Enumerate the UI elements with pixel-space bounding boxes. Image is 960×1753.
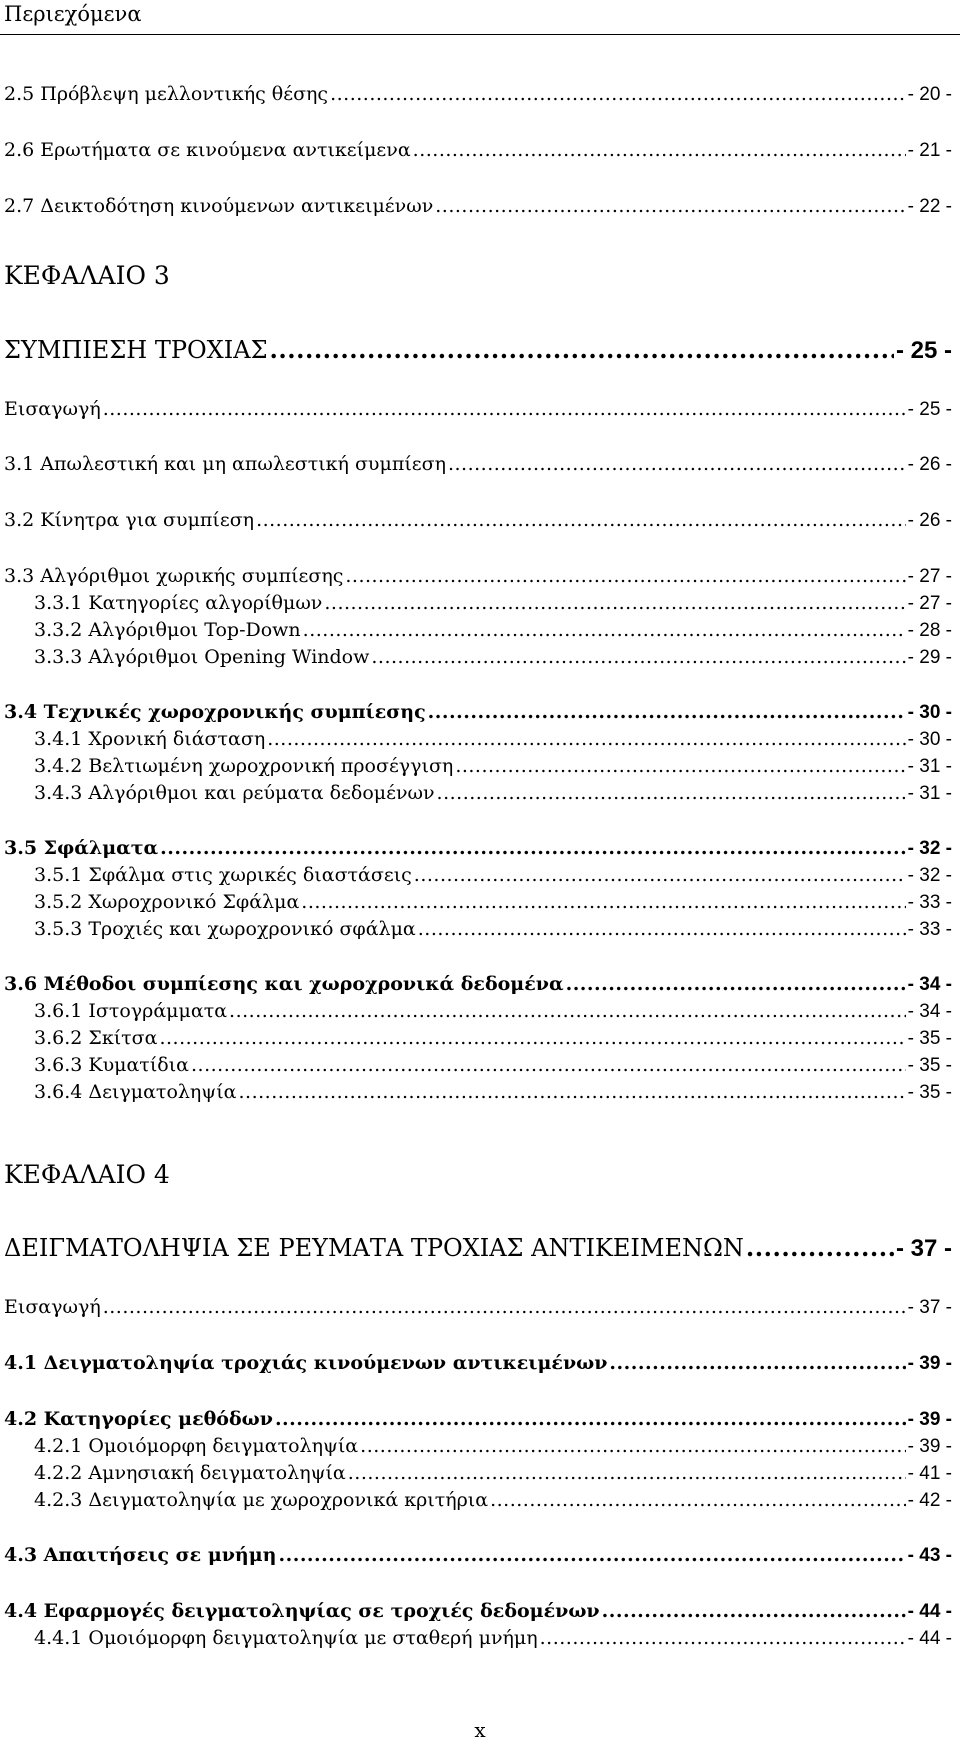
toc-leader-dots	[455, 754, 905, 778]
toc-leader-dots	[275, 1407, 906, 1431]
toc-leader-dots	[418, 917, 906, 941]
toc-entry-page: - 43 -	[907, 1545, 952, 1566]
toc-entry[interactable]	[4, 397, 952, 423]
toc-entry-title: 3.6.3 Κυματίδια	[34, 1054, 189, 1076]
toc-leader-dots	[301, 890, 905, 914]
toc-entry[interactable]	[34, 863, 952, 889]
toc-entry[interactable]	[4, 564, 952, 590]
toc-entry-title: 4.2.2 Αμνησιακή δειγματοληψία	[34, 1462, 346, 1484]
toc-entry[interactable]	[4, 82, 952, 108]
toc-entry-title: ΔΕΙΓΜΑΤΟΛΗΨΙΑ ΣΕ ΡΕΥΜΑΤΑ ΤΡΟΧΙΑΣ ΑΝΤΙΚΕΙΜΕΝΩΝ	[4, 1234, 744, 1262]
toc-entry-page: - 31 -	[907, 756, 952, 777]
toc-leader-dots	[270, 335, 894, 365]
toc-entry-title: 3.6.4 Δειγματοληψία	[34, 1081, 237, 1103]
toc-entry-page: - 26 -	[907, 510, 952, 531]
toc-entry[interactable]	[34, 999, 952, 1025]
toc-leader-dots	[303, 618, 906, 642]
toc-entry-page: - 21 -	[907, 140, 952, 161]
toc-entry[interactable]	[4, 1599, 952, 1625]
toc-entry-page: - 44 -	[907, 1628, 952, 1649]
toc-entry[interactable]	[4, 138, 952, 164]
toc-entry-title: 4.4 Εφαρμογές δειγματοληψίας σε τροχιές δεδομένων	[4, 1600, 600, 1622]
toc-leader-dots	[229, 999, 906, 1023]
toc-entry-title: Εισαγωγή	[4, 1296, 101, 1318]
toc-entry-title: 3.1 Απωλεστική και μη απωλεστική συμπίεση	[4, 453, 446, 475]
toc-entry-page: - 39 -	[907, 1353, 952, 1374]
toc-entry-title: 4.4.1 Ομοιόμορφη δειγματοληψία με σταθερή μνήμη	[34, 1627, 538, 1649]
toc-entry-page: - 37 -	[895, 1235, 952, 1262]
toc-entry-chapter-title[interactable]	[4, 1233, 952, 1265]
toc-leader-dots	[746, 1233, 894, 1263]
toc-entry-page: - 22 -	[907, 196, 952, 217]
toc-entry-title: 3.5.2 Χωροχρονικό Σφάλμα	[34, 891, 300, 913]
toc-leader-dots	[540, 1626, 906, 1650]
toc-entry[interactable]	[4, 700, 952, 726]
toc-leader-dots	[330, 82, 906, 106]
toc-entry[interactable]	[34, 645, 952, 671]
toc-leader-dots	[103, 397, 906, 421]
toc-entry[interactable]	[34, 1026, 952, 1052]
toc-entry[interactable]	[4, 972, 952, 998]
toc-entry-title: 3.4.2 Βελτιωμένη χωροχρονική προσέγγιση	[34, 755, 454, 777]
toc-entry-page: - 32 -	[907, 838, 952, 859]
toc-entry[interactable]	[34, 781, 952, 807]
toc-leader-dots	[428, 700, 906, 724]
toc-entry-page: - 29 -	[907, 647, 952, 668]
toc-entry[interactable]	[4, 1351, 952, 1377]
toc-entry[interactable]	[34, 1488, 952, 1514]
toc-entry-page: - 34 -	[907, 1001, 952, 1022]
toc-entry-title: 3.4.1 Χρονική διάσταση	[34, 728, 266, 750]
toc-entry-page: - 34 -	[907, 974, 952, 995]
toc-leader-dots	[414, 863, 906, 887]
toc-leader-dots	[103, 1295, 906, 1319]
header-rule	[0, 34, 960, 35]
toc-entry[interactable]	[34, 1080, 952, 1106]
toc-entry-page: - 27 -	[907, 593, 952, 614]
toc-entry-page: - 33 -	[907, 892, 952, 913]
toc-entry-page: - 27 -	[907, 566, 952, 587]
toc-entry[interactable]	[34, 1626, 952, 1652]
toc-leader-dots	[160, 836, 905, 860]
toc-entry-title: 4.3 Απαιτήσεις σε μνήμη	[4, 1544, 277, 1566]
toc-entry-page: - 32 -	[907, 865, 952, 886]
toc-entry-title: 4.2.3 Δειγματοληψία με χωροχρονικά κριτήρια	[34, 1489, 489, 1511]
toc-leader-dots	[609, 1351, 905, 1375]
toc-entry[interactable]	[4, 1407, 952, 1433]
toc-entry-title: 3.3.3 Αλγόριθμοι Opening Window	[34, 646, 370, 668]
toc-entry[interactable]	[34, 727, 952, 753]
toc-entry[interactable]	[34, 890, 952, 916]
toc-leader-dots	[371, 645, 905, 669]
toc-leader-dots	[324, 591, 905, 615]
toc-entry[interactable]	[4, 452, 952, 478]
toc-leader-dots	[159, 1026, 905, 1050]
toc-entry-title: 3.6.1 Ιστογράμματα	[34, 1000, 228, 1022]
toc-entry[interactable]	[4, 1543, 952, 1569]
toc-entry-title: 4.2 Κατηγορίες μεθόδων	[4, 1408, 273, 1430]
toc-entry-page: - 39 -	[907, 1436, 952, 1457]
toc-leader-dots	[239, 1080, 906, 1104]
chapter-heading: ΚΕΦΑΛΑΙΟ 4	[4, 1160, 170, 1189]
toc-entry-page: - 35 -	[907, 1082, 952, 1103]
toc-entry-title: 3.5 Σφάλματα	[4, 837, 159, 859]
toc-entry[interactable]	[34, 591, 952, 617]
toc-entry-page: - 30 -	[907, 729, 952, 750]
running-header: Περιεχόμενα	[4, 2, 142, 26]
toc-leader-dots	[348, 1461, 906, 1485]
toc-entry[interactable]	[34, 754, 952, 780]
toc-entry-title: 2.6 Ερωτήματα σε κινούμενα αντικείμενα	[4, 139, 411, 161]
toc-entry[interactable]	[4, 1295, 952, 1321]
page-number: x	[474, 1718, 486, 1742]
toc-entry-title: 3.6.2 Σκίτσα	[34, 1027, 158, 1049]
toc-entry-title: 4.2.1 Ομοιόμορφη δειγματοληψία	[34, 1435, 359, 1457]
toc-leader-dots	[435, 194, 905, 218]
toc-entry-chapter-title[interactable]	[4, 335, 952, 367]
toc-entry-page: - 41 -	[907, 1463, 952, 1484]
toc-entry[interactable]	[34, 1461, 952, 1487]
toc-entry-title: 3.3.2 Αλγόριθμοι Top-Down	[34, 619, 301, 641]
toc-entry-page: - 37 -	[907, 1297, 952, 1318]
toc-entry-title: 2.5 Πρόβλεψη μελλοντικής θέσης	[4, 83, 329, 105]
toc-entry-page: - 42 -	[907, 1490, 952, 1511]
toc-entry-title: 3.4.3 Αλγόριθμοι και ρεύματα δεδομένων	[34, 782, 435, 804]
toc-entry-page: - 33 -	[907, 919, 952, 940]
toc-leader-dots	[360, 1434, 905, 1458]
toc-leader-dots	[602, 1599, 906, 1623]
toc-leader-dots	[278, 1543, 905, 1567]
toc-entry-page: - 25 -	[895, 337, 952, 364]
toc-entry-title: 3.4 Τεχνικές χωροχρονικής συμπίεσης	[4, 701, 426, 723]
toc-leader-dots	[437, 781, 906, 805]
toc-entry[interactable]	[34, 618, 952, 644]
toc-entry-title: 4.1 Δειγματοληψία τροχιάς κινούμενων αντικειμένων	[4, 1352, 608, 1374]
toc-entry-title: 3.6 Μέθοδοι συμπίεσης και χωροχρονικά δεδομένα	[4, 973, 564, 995]
toc-entry-page: - 44 -	[907, 1601, 952, 1622]
toc-entry-page: - 28 -	[907, 620, 952, 641]
toc-entry-title: Εισαγωγή	[4, 398, 101, 420]
toc-entry[interactable]	[34, 1434, 952, 1460]
toc-leader-dots	[448, 452, 906, 476]
toc-leader-dots	[191, 1053, 906, 1077]
toc-leader-dots	[566, 972, 906, 996]
toc-entry[interactable]	[34, 1053, 952, 1079]
toc-entry-title: 3.5.3 Τροχιές και χωροχρονικό σφάλμα	[34, 918, 416, 940]
toc-entry-page: - 39 -	[907, 1409, 952, 1430]
toc-entry-page: - 25 -	[907, 399, 952, 420]
toc-entry-page: - 31 -	[907, 783, 952, 804]
toc-entry-page: - 30 -	[907, 702, 952, 723]
toc-entry-title: 2.7 Δεικτοδότηση κινούμενων αντικειμένων	[4, 195, 434, 217]
toc-entry-page: - 35 -	[907, 1055, 952, 1076]
toc-entry-title: 3.3.1 Κατηγορίες αλγορίθμων	[34, 592, 323, 614]
chapter-heading: ΚΕΦΑΛΑΙΟ 3	[4, 261, 170, 290]
toc-entry-page: - 26 -	[907, 454, 952, 475]
toc-entry[interactable]	[34, 917, 952, 943]
toc-entry-page: - 35 -	[907, 1028, 952, 1049]
toc-entry-title: 3.5.1 Σφάλμα στις χωρικές διαστάσεις	[34, 864, 412, 886]
toc-entry-title: 3.2 Κίνητρα για συμπίεση	[4, 509, 255, 531]
toc-entry-title: ΣΥΜΠΙΕΣΗ ΤΡΟΧΙΑΣ	[4, 336, 268, 364]
toc-leader-dots	[267, 727, 905, 751]
toc-leader-dots	[413, 138, 906, 162]
toc-entry-title: 3.3 Αλγόριθμοι χωρικής συμπίεσης	[4, 565, 344, 587]
toc-leader-dots	[345, 564, 905, 588]
toc-entry-page: - 20 -	[907, 84, 952, 105]
toc-entry[interactable]	[4, 508, 952, 534]
toc-entry[interactable]	[4, 194, 952, 220]
toc-leader-dots	[256, 508, 906, 532]
toc-entry[interactable]	[4, 836, 952, 862]
toc-leader-dots	[490, 1488, 906, 1512]
